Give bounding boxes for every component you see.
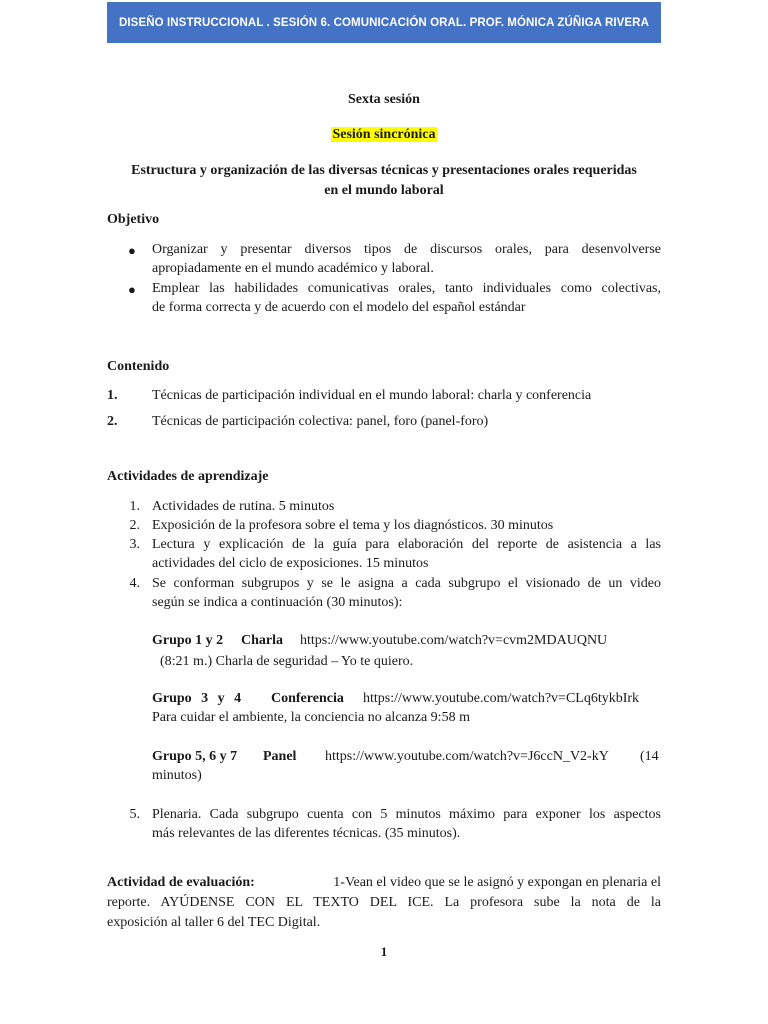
grupo-label: Grupo 1 y 2 — [152, 633, 224, 648]
contenido-item-number: 1. — [107, 388, 118, 403]
objetivo-heading: Objetivo — [107, 212, 160, 227]
grupo-video-link[interactable]: https://www.youtube.com/watch?v=CLq6tykbIrk — [363, 691, 640, 706]
session-subtitle-wrap — [107, 127, 661, 143]
contenido-item-text: Técnicas de participación colectiva: panel, foro (panel-foro) — [152, 414, 489, 429]
actividad-text-line1: Se conforman subgrupos y se le asigna a cada subgrupo el visionado de un video — [152, 576, 661, 591]
evaluacion-line2: reporte. AYÚDENSE CON EL TEXTO DEL ICE. La profesora sube la nota de la — [107, 895, 661, 910]
grupo-description: (8:21 m.) Charla de seguridad – Yo te quiero. — [160, 654, 414, 669]
actividad-text-line2: actividades del ciclo de exposiciones. 15 minutos — [152, 556, 429, 571]
objetivo-item-2-line1: Emplear las habilidades comunicativas orales, tanto individuales como colectivas, — [152, 281, 661, 296]
actividad-text-line1: Lectura y explicación de la guía para elaboración del reporte de asistencia a las — [152, 537, 661, 552]
evaluacion-line3: exposición al taller 6 del TEC Digital. — [107, 915, 321, 930]
grupo-duration-tail: (14 — [640, 749, 659, 764]
actividad-number: 3. — [129, 537, 140, 552]
main-heading-line1: Estructura y organización de las diversas técnicas y presentaciones orales requeridas — [131, 163, 637, 178]
actividades-heading: Actividades de aprendizaje — [107, 469, 269, 484]
session-subtitle: Sesión sincrónica — [332, 127, 436, 142]
contenido-item-number: 2. — [107, 414, 118, 429]
actividad-text-line2: más relevantes de las diferentes técnicas. (35 minutos). — [152, 826, 461, 841]
actividad-number: 4. — [129, 576, 140, 591]
actividad-text-line1: Plenaria. Cada subgrupo cuenta con 5 minutos máximo para exponer los aspectos — [152, 807, 661, 822]
bullet-icon: ● — [128, 282, 136, 297]
session-title: Sexta sesión — [348, 92, 420, 107]
grupo-technique: Conferencia — [271, 691, 344, 706]
bullet-icon: ● — [128, 243, 136, 258]
grupo-label: Grupo 3 y 4 — [152, 691, 242, 706]
grupo-label: Grupo 5, 6 y 7 — [152, 749, 238, 764]
grupo-technique: Panel — [263, 749, 297, 764]
actividad-text-line2: según se indica a continuación (30 minutos): — [152, 595, 403, 610]
evaluacion-text: 1-Vean el video que se le asignó y expongan en plenaria el — [333, 875, 661, 890]
grupo-technique: Charla — [241, 633, 283, 648]
contenido-heading: Contenido — [107, 359, 170, 374]
evaluacion-line1 — [107, 875, 661, 891]
actividad-number: 1. — [129, 499, 140, 514]
evaluacion-label: Actividad de evaluación: — [107, 875, 255, 890]
actividad-number: 2. — [129, 518, 140, 533]
grupo-video-link[interactable]: https://www.youtube.com/watch?v=cvm2MDAUQNU — [300, 633, 608, 648]
grupo-description: Para cuidar el ambiente, la conciencia no alcanza 9:58 m — [152, 710, 470, 725]
objetivo-item-1-line1: Organizar y presentar diversos tipos de discursos orales, para desenvolverse — [152, 242, 661, 257]
main-heading-line2: en el mundo laboral — [324, 183, 444, 198]
grupo-description: minutos) — [152, 768, 202, 783]
actividad-text: Actividades de rutina. 5 minutos — [152, 499, 335, 514]
page-number: 1 — [380, 944, 388, 959]
objetivo-item-2-line2: de forma correcta y de acuerdo con el modelo del español estándar — [152, 300, 526, 315]
grupo-video-link[interactable]: https://www.youtube.com/watch?v=J6ccN_V2-kY — [325, 749, 609, 764]
contenido-item-text: Técnicas de participación individual en el mundo laboral: charla y conferencia — [152, 388, 592, 403]
actividad-number: 5. — [129, 807, 140, 822]
document-header-banner: DISEÑO INSTRUCCIONAL . SESIÓN 6. COMUNICACIÓN ORAL. PROF. MÓNICA ZÚÑIGA RIVERA — [107, 2, 661, 43]
actividad-text: Exposición de la profesora sobre el tema y los diagnósticos. 30 minutos — [152, 518, 554, 533]
objetivo-item-1-line2: apropiadamente en el mundo académico y laboral. — [152, 261, 434, 276]
